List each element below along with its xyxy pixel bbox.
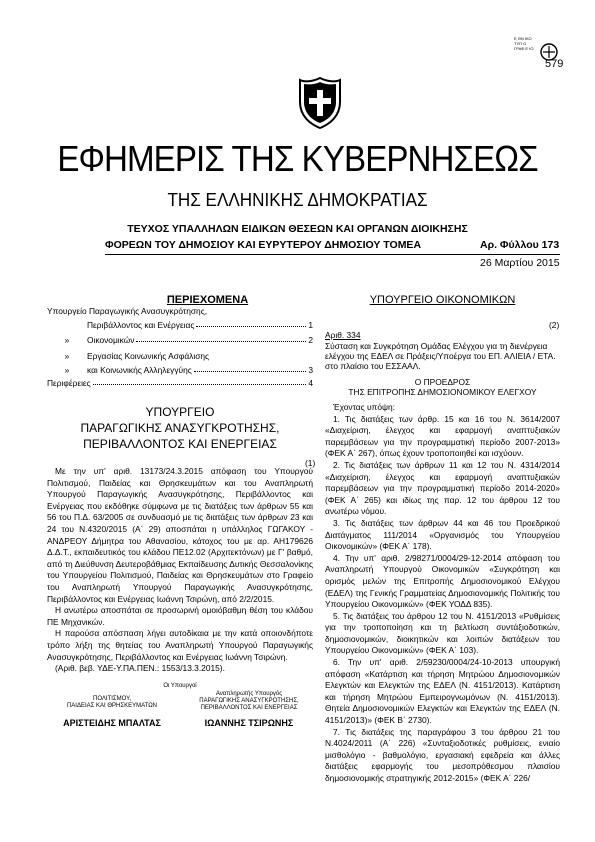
toc-row[interactable] <box>47 320 313 330</box>
toc-entry: Οικονομικών <box>87 335 135 345</box>
toc-page: 1 <box>308 320 313 330</box>
gazette-title: ΕΦΗΜΕΡΙΣ ΤΗΣ ΚΥΒΕΡΝΗΣΕΩΣ <box>57 138 538 179</box>
issue-line: ΤΕΥΧΟΣ ΥΠΑΛΛΗΛΩΝ ΕΙΔΙΚΩΝ ΘΕΣΕΩΝ ΚΑΙ ΟΡΓΑΝΩΝ ΔΙΟΙΚΗΣΗΣ <box>127 223 468 235</box>
toc-page: 2 <box>308 335 313 345</box>
stamp-line: Ε ΘΝ ΙΚΟ <box>514 36 532 41</box>
toc-row[interactable]: » και Κοινωνικής Αλληλεγγύης 3 <box>64 365 313 375</box>
decision-number: Αριθ. 334 <box>325 330 361 340</box>
toc-row[interactable]: » Οικονομικών 2 <box>64 335 313 345</box>
toc-intro: Υπουργείο Παραγωγικής Ανασυγκρότησης, <box>47 306 208 316</box>
signatory-role: ΠΟΛΙΤΙΣΜΟΥ, ΠΑΙΔΕΙΑΣ ΚΑΙ ΘΡΗΣΚΕΥΜΑΤΩΝ <box>66 696 158 709</box>
decision-text <box>325 402 560 785</box>
paragraph: 4. Την υπ' αριθ. 2/98271/0004/29-12-2014 απόφαση του Αναπληρωτή Υπουργού Οικονομικών «Συγκρότηση και ορισμός μελών της Επιτροπής Δημοσιονομικού Ελέγχου (ΕΔΕΛ) της Γενικής Γραμματείας Δημοσιονομικής Πολιτικής του Υπουργείου Οικονομικών» (ΦΕΚ ΥΟΔΔ 835). <box>325 552 560 610</box>
toc-heading: ΠΕΡΙΕΧΟΜΕΝΑ <box>166 294 249 306</box>
paragraph: 1. Τις διατάξεις των άρθρ. 15 και 16 του Ν. 3614/2007 «Διαχείριση, έλεγχος και εφαρμογή αναπτυξιακών παρεμβάσεων για την προγραμματική περίοδο 2007-2013» (ΦΕΚ Α΄ 267), όπως έχουν τροποποιηθεί και ισχύουν. <box>325 413 560 459</box>
stamp-line: ΓΡΑΦ Ε ΙΟ <box>514 46 534 51</box>
stamp-line: ΤΥΠ Ο <box>514 41 527 46</box>
paragraph: Έχοντας υπόψη: <box>333 402 395 412</box>
toc-entry: και Κοινωνικής Αλληλεγγύης <box>87 365 192 375</box>
decision-subject: Σύσταση και Συγκρότηση Ομάδας Ελέγχου για τη διενέργεια ελέγχου της ΕΔΕΛ σε Πράξεις/Υποέργα του ΕΠ. ΑΛΙΕΙΑ / ΕΤΑ. στο πλαίσιο του ΕΣΣΑΑΛ. <box>325 341 556 372</box>
reference: (Αριθ. βεβ. ΥΔΕ-Υ.ΠΑ.ΠΕΝ.: 1553/13.3.2015). <box>55 663 225 674</box>
toc-entry: Εργασίας Κοινωνικής Ασφάλισης <box>87 351 210 361</box>
greek-coat-of-arms-icon <box>296 76 344 130</box>
sheet-number: Αρ. Φύλλου 173 <box>480 239 560 251</box>
ministry-heading: ΥΠΟΥΡΓΕΙΟ ΟΙΚΟΝΟΜΙΚΩΝ <box>369 294 516 306</box>
paragraph: Με την υπ' αριθ. 13173/24.3.2015 απόφαση του Υπουργού Πολιτισμού, Παιδείας και Θρησκευμάτων και του Αναπληρωτή Υπουργού Παραγωγικής Ανασυγκρότησης, Περιβάλλοντος και Ενέργειας που εκδόθηκε σύμφωνα με τις διατάξεις των άρθρων 55 και 56 του Π.Δ. 63/2005 σε συνδυασμό με τις διατάξεις των άρθρων 23 και 24 του Ν.4320/2015 (Α΄ 29) αποσπάται η υπάλληλος ΓΩΓΑΚΟΥ - ΑΝΔΡΕΟΥ Δήμητρα του Αθανασίου, κάτοχος του με αρ. ΑΗ179626 Δ.Δ.Τ., εκπαιδευτικός του κλάδου ΠΕ12.02 (Αρχιτεκτόνων) με Γ' βαθμό, από τη Διεύθυνση Δευτεροβάθμιας Εκπαίδευσης Δυτικής Θεσσαλονίκης του Υπουργείου Πολιτισμού, Παιδείας και Θρησκευμάτων στο Γραφείο του Αναπληρωτή Υπουργού Παραγωγικής Ανασυγκρότησης, Περιβάλλοντος και Ενέργειας Ιωάννη Τσιρώνη, από 2/2/2015. <box>47 466 313 604</box>
issuer-heading: Ο ΠΡΟΕΔΡΟΣ ΤΗΣ ΕΠΙΤΡΟΠΗΣ ΔΗΜΟΣΙΟΝΟΜΙΚΟΥ ΕΛΕΓΧΟΥ <box>348 377 537 398</box>
signatory-name: ΙΩΑΝΝΗΣ ΤΣΙΡΩΝΗΣ <box>204 718 294 728</box>
gazette-subtitle: ΤΗΣ ΕΛΛΗΝΙΚΗΣ ΔΗΜΟΚΡΑΤΙΑΣ <box>167 190 428 210</box>
paragraph: 2. Τις διατάξεις των άρθρων 11 και 12 του Ν. 4314/2014 «Διαχείριση, έλεγχος και εφαρμογή αναπτυξιακών παρεμβάσεων για την προγραμματική περίοδο 2014-2020» (ΦΕΚ Α΄ 265) και ιδίως της παρ. 12 του άρθρου 12 του ανωτέρω νόμου. <box>325 459 560 517</box>
ministry-heading: ΥΠΟΥΡΓΕΙΟ ΠΑΡΑΓΩΓΙΚΗΣ ΑΝΑΣΥΓΚΡΟΤΗΣΗΣ, ΠΕΡΙΒΑΛΛΟΝΤΟΣ ΚΑΙ ΕΝΕΡΓΕΙΑΣ <box>80 405 280 451</box>
issue-date: 26 Μαρτίου 2015 <box>480 257 560 269</box>
signatory-name: ΑΡΙΣΤΕΙΔΗΣ ΜΠΑΛΤΑΣ <box>63 718 161 728</box>
paragraph: 6. Την υπ' αριθ. 2/59230/0004/24-10-2013 υπουργική απόφαση «Κατάρτιση και τήρηση Μητρώου Δημοσιονομικών Ελεγκτών και Ελεγκτών της ΕΔΕΛ (Ν. 4151/2013). Κατάρτιση και τήρηση Μητρώου Εμπειρογνωμόνων (Ν. 4151/2013). Θητεία Δημοσιονομικών Ελεγκτών και Ελεγκτών της ΕΔΕΛ (Ν. 4151/2013)» (ΦΕΚ Β΄ 2730). <box>325 657 560 726</box>
toc-page: 3 <box>308 365 313 375</box>
toc-entry: Περιφέρειες <box>47 378 91 388</box>
section-number: (2) <box>549 320 560 330</box>
page-number: 579 <box>545 58 564 70</box>
toc-row[interactable] <box>47 378 313 388</box>
toc-row[interactable]: » Εργασίας Κοινωνικής Ασφάλισης <box>64 351 210 361</box>
toc-page: 4 <box>308 378 313 388</box>
signatory-role: Αναπληρωτής Υπουργός ΠΑΡΑΓΩΓΙΚΗΣ ΑΝΑΣΥΓΚΡΟΤΗΣΗΣ, ΠΕΡΙΒΑΛΛΟΝΤΟΣ ΚΑΙ ΕΝΕΡΓΕΙΑΣ <box>199 691 299 711</box>
paragraph: Η παρούσα απόσπαση λήγει αυτοδίκαια με την κατά οποιονδήποτε τρόπο λήξη της θητείας του Αναπληρωτή Υπουργού Παραγωγικής Ανασυγκρότησης, Περιβάλλοντος και Ενέργειας Ιωάννη Τσιρώνη. <box>47 628 313 662</box>
issue-line: ΦΟΡΕΩΝ ΤΟΥ ΔΗΜΟΣΙΟΥ ΚΑΙ ΕΥΡΥΤΕΡΟΥ ΔΗΜΟΣΙΟΥ ΤΟΜΕΑ <box>105 239 422 251</box>
paragraph: 7. Τις διατάξεις της παραγράφου 3 του άρθρου 21 του Ν.4024/2011 (Α΄ 226) «Συνταξιοδοτικές ρυθμίσεις, ενιαίο μισθολόγιο - βαθμολόγιο, εργασιακή εφεδρεία και άλλες διατάξεις εφαρμογής του μεσοπρόθεσμου πλαισίου δημοσιονομικής στρατηγικής 2012-2015» (ΦΕΚ Α΄ 226/ <box>325 726 560 783</box>
paragraph: 5. Τις διατάξεις του άρθρου 12 του Ν. 4151/2013 «Ρυθμίσεις για την τροποποίηση και τη βελτίωση συντάξιοδοτικών, δημοσιονομικών, διοικητικών και λοιπών διατάξεων του Υπουργείου Οικονομικών» (ΦΕΚ Α΄ 103). <box>325 610 560 656</box>
header-divider <box>105 254 560 255</box>
decision-text <box>47 458 316 675</box>
paragraph: Η ανωτέρω αποσπάται σε προσωρινή ομοιόβαθμη θέση του κλάδου ΠΕ Μηχανικών. <box>47 605 313 627</box>
signatories-heading: Οι Υπουργοί <box>163 683 197 689</box>
section-number: (1) <box>305 458 316 468</box>
toc-entry: Περιβάλλοντος και Ενέργειας <box>87 320 195 330</box>
paragraph: 3. Τις διατάξεις των άρθρων 44 και 46 του Προεδρικού Διατάγματος 111/2014 «Οργανισμός του Υπουργείου Οικονομικών» (ΦΕΚ Α΄ 178). <box>325 517 560 552</box>
